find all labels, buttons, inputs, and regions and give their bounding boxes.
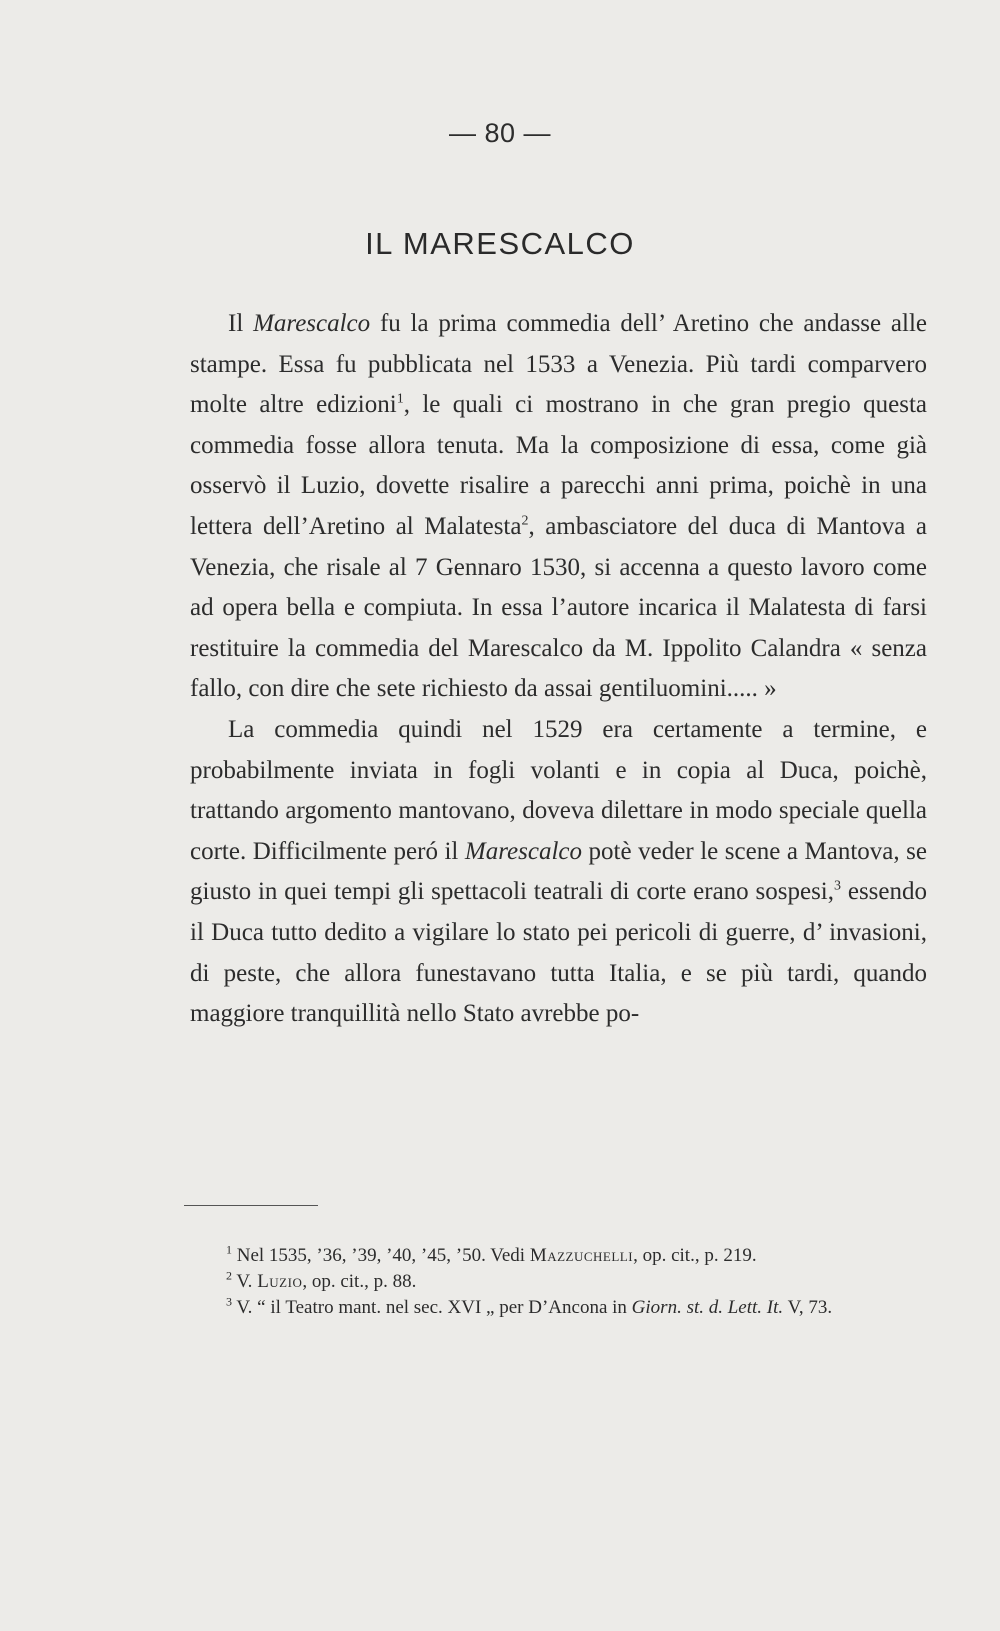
footnote-author: Luzio: [257, 1271, 303, 1292]
footnote-ref-1[interactable]: 1: [396, 391, 404, 407]
work-title: Marescalco: [253, 310, 371, 337]
page-number: — 80 —: [448, 118, 552, 148]
p1-text: , le quali ci mostrano in che gran pregio questa commedia fosse allora tenuta. Ma la composizione di essa, come già osservò il Luzio, dovette risalire a parecchi anni prima, poichè in una lettera dell’Aretino al Malatesta: [190, 391, 927, 540]
footnotes: [190, 1243, 927, 1321]
footnote-1: [190, 1243, 927, 1269]
p1-text: Il: [228, 310, 254, 337]
footnote-2: [190, 1269, 927, 1295]
footnote-mark: 3: [226, 1294, 232, 1309]
footnote-3: [190, 1295, 927, 1321]
footnote-text: V.: [232, 1271, 258, 1292]
footnote-ref-3[interactable]: 3: [834, 878, 841, 894]
footnote-mark: 1: [226, 1242, 232, 1257]
footnote-ref-2[interactable]: 2: [521, 513, 529, 529]
footnote-text: , op. cit., p. 88.: [302, 1271, 417, 1292]
body-text: [190, 304, 927, 1035]
footnote-mark: 2: [226, 1268, 232, 1283]
paragraph-2: [190, 710, 927, 1035]
footnote-journal: Giorn. st. d. Lett. It.: [631, 1297, 784, 1318]
work-title: Marescalco: [464, 837, 583, 865]
paragraph-1: [190, 304, 927, 710]
p2-text: essendo il Duca tutto dedito a vigilare lo stato pei pericoli di guerre, d’ invasioni, di peste, che allora funestavano tutta Italia, e se più tardi, quando maggiore tranquillità nello Stato avrebbe po-: [190, 878, 927, 1028]
footnote-text: , op. cit., p. 219.: [633, 1245, 757, 1266]
p1-text: fu la prima commedia dell’ Aretino che andasse alle stampe. Essa fu pubblicata nel 1533 a Venezia. Più tardi comparvero molte altre edizioni: [190, 310, 927, 419]
p2-text: La commedia quindi nel 1529 era certamente a termine, e probabilmente inviata in fogli volanti e in copia al Duca, poichè, trattando argomento mantovano, doveva dilettare in modo speciale quella corte. Difficilmente peró il: [190, 715, 927, 865]
footnote-text: Nel 1535, ’36, ’39, ’40, ’45, ’50. Vedi: [232, 1245, 530, 1266]
chapter-title: IL MARESCALCO: [365, 226, 635, 261]
p1-text: , ambasciatore del duca di Mantova a Venezia, che risale al 7 Gennaro 1530, si accenna a questo lavoro come ad opera bella e compiuta. In essa l’autore incarica il Malatesta di farsi restituire la commedia del Marescalco da M. Ippolito Calandra « senza fallo, con dire che sete richiesto da assai gentiluomini..... »: [190, 512, 927, 703]
footnote-text: V. “ il Teatro mant. nel sec. XVI „ per D’Ancona in: [232, 1297, 632, 1318]
footnote-separator: [184, 1205, 318, 1206]
footnote-author: Mazzuchelli: [529, 1245, 634, 1266]
p2-text: potè veder le scene a Mantova, se giusto in quei tempi gli spettacoli teatrali di corte erano sospesi,: [190, 837, 927, 906]
footnote-text: V, 73.: [783, 1297, 833, 1318]
